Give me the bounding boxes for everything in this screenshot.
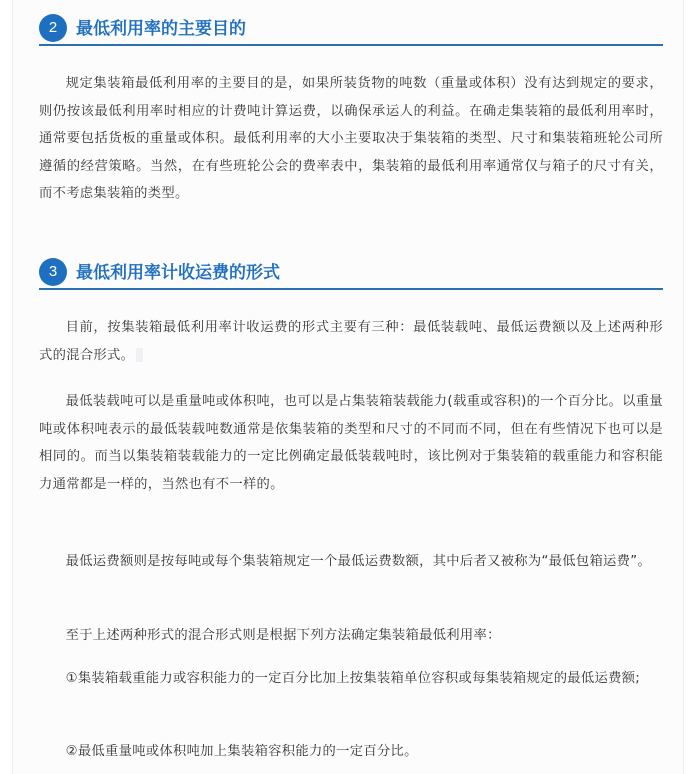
section-header-3 [39, 258, 663, 290]
paragraph: ①集装箱载重能力或容积能力的一定百分比加上按集装箱单位容积或每集装箱规定的最低运费额; [65, 671, 641, 686]
article-page [12, 0, 684, 774]
text-cursor-marker [136, 348, 143, 362]
section-title: 最低利用率的主要目的 [76, 19, 246, 39]
paragraph: ②最低重量吨或体积吨加上集装箱容积能力的一定百分比。 [65, 744, 418, 759]
section-number-badge: 2 [39, 14, 67, 42]
paragraph: 至于上述两种形式的混合形式则是根据下列方法确定集装箱最低利用率： [65, 628, 501, 643]
paragraph [39, 314, 663, 369]
paragraph: 规定集装箱最低利用率的主要目的是，如果所装货物的吨数（重量或体积）没有达到规定的要求，则仍按该最低利用率时相应的计费吨计算运费，以确保承运人的利益。在确走集装箱的最低利用率时，通常要包括货板的重量或体积。最低利用率的大小主要取决于集装箱的类型、尺寸和集装箱班轮公司所遵循的经营策略。当然，在有些班轮公会的费率表中，集装箱的最低利用率通常仅与箱子的尺寸有关，而不考虑集装箱的类型。 [39, 76, 663, 201]
paragraph-text: 目前，按集装箱最低利用率计收运费的形式主要有三种：最低装载吨、最低运费额以及上述两种形式的混合形式。 [39, 320, 663, 363]
paragraph: 最低运费额则是按每吨或每个集装箱规定一个最低运费数额，其中后者又被称为“最低包箱运费”。 [65, 554, 652, 569]
section-header-2 [39, 14, 663, 46]
section-title: 最低利用率计收运费的形式 [76, 263, 280, 283]
section-number-badge: 3 [39, 258, 67, 286]
paragraph: 最低装载吨可以是重量吨或体积吨，也可以是占集装箱装载能力(载重或容积)的一个百分比。以重量吨或体积吨表示的最低装载吨数通常是依集装箱的类型和尺寸的不同而不同，但在有些情况下也可以是相同的。而当以集装箱装载能力的一定比例确定最低装载吨时，该比例对于集装箱的载重能力和容积能力通常都是一样的，当然也有不一样的。 [39, 394, 663, 492]
